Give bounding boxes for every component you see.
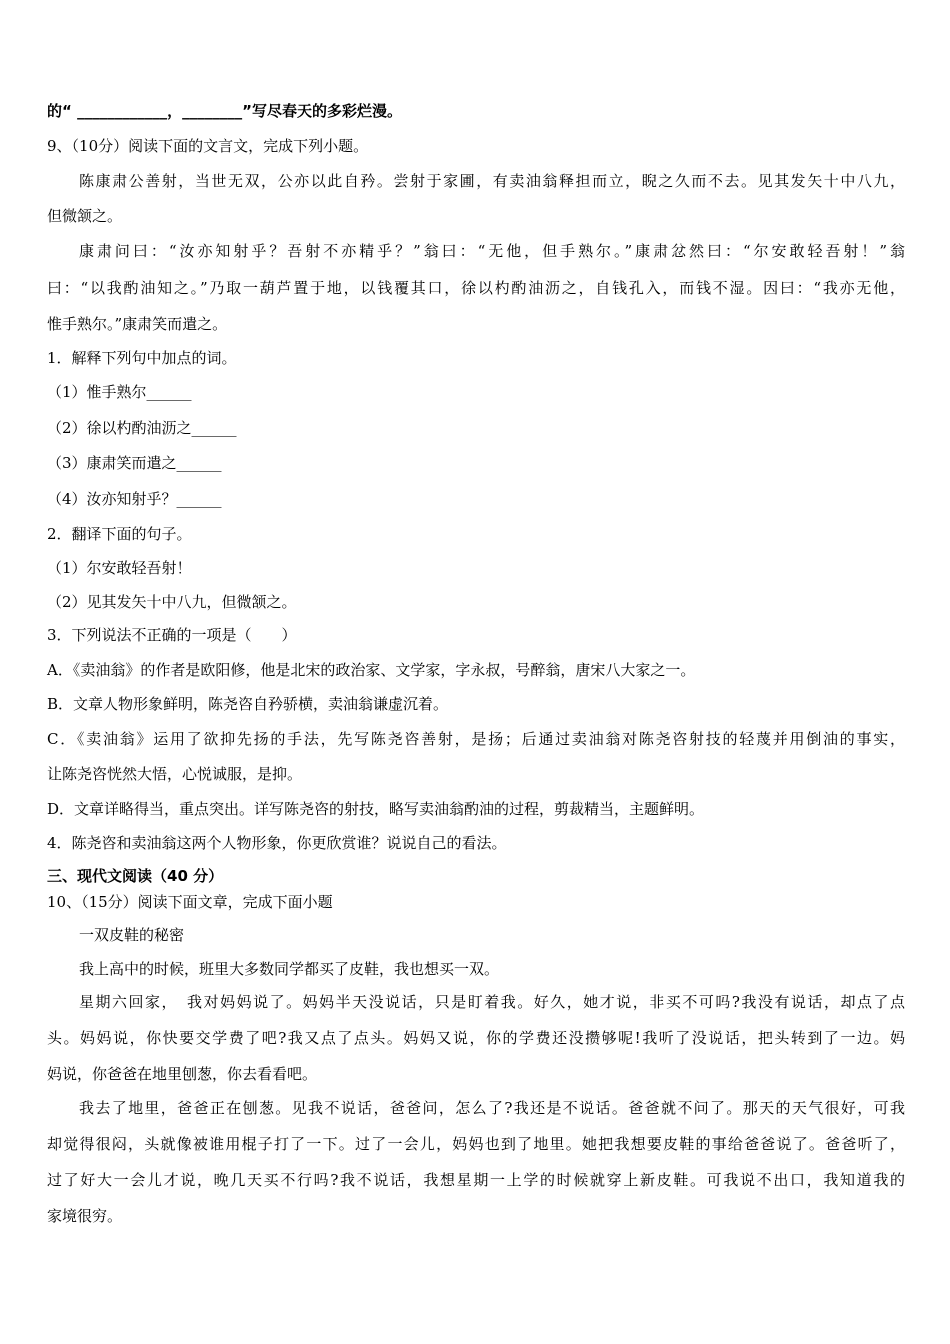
article-paragraph: 我去了地里，爸爸正在刨葱。见我不说话，爸爸问，怎么了?我还是不说话。爸爸就不问了。那天的天气很好，可我 bbox=[79, 1099, 905, 1117]
sub-question-2: 2．翻译下面的句子。 bbox=[47, 525, 192, 543]
option-d: D．文章详略得当，重点突出。详写陈尧咨的射技，略写卖油翁酌油的过程，剪裁精当，主题鲜明。 bbox=[47, 800, 705, 818]
option-b: B．文章人物形象鲜明，陈尧咨自矜骄横，卖油翁谦虚沉着。 bbox=[47, 695, 449, 713]
classical-text-line: 曰：“以我酌油知之。”乃取一葫芦置于地，以钱覆其口，徐以杓酌油沥之，自钱孔入，而钱不湿。因曰：“我亦无他， bbox=[47, 279, 905, 297]
article-paragraph: 家境很穷。 bbox=[47, 1207, 123, 1225]
sub-question-item: （4）汝亦知射乎？______ bbox=[47, 490, 222, 508]
option-c: C．《卖油翁》运用了欲抑先扬的手法，先写陈尧咨善射，是扬；后通过卖油翁对陈尧咨射技的轻蔑并用倒油的事实， bbox=[47, 730, 905, 748]
classical-text-line: 但微颔之。 bbox=[47, 207, 123, 225]
article-paragraph: 却觉得很闷，头就像被谁用棍子打了一下。过了一会儿，妈妈也到了地里。她把我想要皮鞋的事给爸爸说了。爸爸听了， bbox=[47, 1135, 905, 1153]
article-paragraph: 过了好大一会儿才说，晚几天买不行吗?我不说话，我想星期一上学的时候就穿上新皮鞋。可我说不出口，我知道我的 bbox=[47, 1171, 905, 1189]
sub-question-item: （2）徐以杓酌油沥之______ bbox=[47, 419, 237, 437]
article-paragraph: 星期六回家， 我对妈妈说了。妈妈半天没说话，只是盯着我。好久，她才说，非买不可吗?我没有说话，却点了点 bbox=[79, 993, 905, 1011]
option-a: A．《卖油翁》的作者是欧阳修，他是北宋的政治家、文学家，字永叔，号醉翁，唐宋八大家之一。 bbox=[47, 661, 696, 679]
section-heading: 三、现代文阅读（40 分） bbox=[47, 867, 224, 885]
article-title: 一双皮鞋的秘密 bbox=[79, 926, 185, 944]
question-9-heading: 9、（10分）阅读下面的文言文，完成下列小题。 bbox=[47, 137, 369, 155]
question-10-heading: 10、（15分）阅读下面文章，完成下面小题 bbox=[47, 893, 333, 911]
sub-question-item: （1）惟手熟尔______ bbox=[47, 383, 192, 401]
sub-question-item: （1）尔安敢轻吾射！ bbox=[47, 559, 192, 577]
classical-text-line: 康肃问曰：“汝亦知射乎？吾射不亦精乎？”翁曰：“无他，但手熟尔。”康肃忿然曰：“尔安敢轻吾射！”翁 bbox=[79, 242, 905, 260]
sub-question-item: （3）康肃笑而遣之______ bbox=[47, 454, 222, 472]
option-c-continued: 让陈尧咨恍然大悟，心悦诚服，是抑。 bbox=[47, 765, 303, 783]
sub-question-1: 1．解释下列句中加点的词。 bbox=[47, 349, 237, 367]
article-paragraph: 头。妈妈说，你快要交学费了吧?我又点了点头。妈妈又说，你的学费还没攒够呢!我听了没说话，把头转到了一边。妈 bbox=[47, 1029, 905, 1047]
sub-question-item: （2）见其发矢十中八九，但微颔之。 bbox=[47, 593, 297, 611]
poem-blank-line: 的“ ____________，________”写尽春天的多彩烂漫。 bbox=[47, 102, 402, 120]
sub-question-4: 4．陈尧咨和卖油翁这两个人物形象，你更欣赏谁？说说自己的看法。 bbox=[47, 834, 507, 852]
classical-text-line: 陈康肃公善射，当世无双，公亦以此自矜。尝射于家圃，有卖油翁释担而立，睨之久而不去。见其发矢十中八九， bbox=[79, 172, 905, 190]
article-paragraph: 我上高中的时候，班里大多数同学都买了皮鞋，我也想买一双。 bbox=[79, 960, 500, 978]
article-paragraph: 妈说，你爸爸在地里刨葱，你去看看吧。 bbox=[47, 1065, 318, 1083]
sub-question-3: 3．下列说法不正确的一项是（ ） bbox=[47, 626, 297, 644]
classical-text-line: 惟手熟尔。”康肃笑而遣之。 bbox=[47, 315, 228, 333]
